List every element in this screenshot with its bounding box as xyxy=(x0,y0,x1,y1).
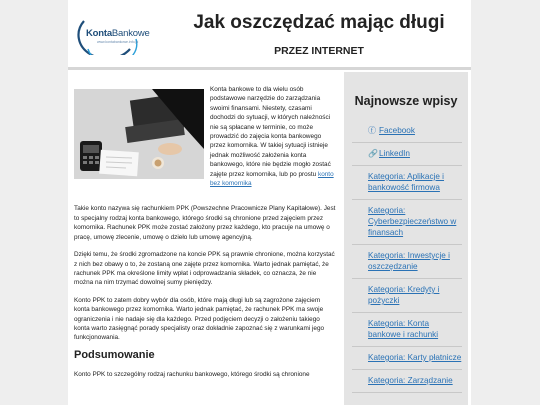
sidebar-item-category[interactable] xyxy=(352,370,462,393)
header-divider xyxy=(68,67,471,70)
sidebar-title: Najnowsze wpisy xyxy=(354,94,458,108)
sidebar-link[interactable]: Kategoria: Konta bankowe i rachunki xyxy=(368,319,439,339)
page xyxy=(68,0,471,405)
logo-text: KontaBankowe xyxy=(86,28,150,39)
site-title: Jak oszczędzać mając długi xyxy=(193,12,445,33)
sidebar-item-category[interactable] xyxy=(352,245,462,279)
sidebar-link[interactable]: Kategoria: Aplikacje i bankowość firmowa xyxy=(368,172,445,192)
paragraph-2: Dzięki temu, że środki zgromadzone na koncie PPK są prawnie chronione, można korzystać z nich bez obawy o to, że zostaną one zajęte przez komornika. Warto jednak pamiętać, że rachunek PPK ma określone limity wpłat i odprowadzania składek, co oznacza, że nie można na nim trzymać dowolnej sumy pieniędzy. xyxy=(74,251,335,287)
sidebar-link[interactable]: Kategoria: Karty płatnicze xyxy=(368,353,462,362)
hero-image xyxy=(74,89,204,179)
intro-paragraph: Konta bankowe to dla wielu osób podstawowe narzędzie do zarządzania swoimi finansami. Niestety, czasami dochodzi do sytuacji, w których należności nie są spłacane w terminie, co może prowadzić do zajęcia konta bankowego przez komornika. W takiej sytuacji istnieje jednak możliwość założenia konta bankowego, które nie będzie mogło zostać zajęte przez komornika, lub po prostu konto bez komornika xyxy=(210,86,334,188)
summary-heading: Podsumowanie xyxy=(74,348,155,361)
paragraph-4: Konto PPK to szczególny rodzaj rachunku bankowego, którego środki są chronione xyxy=(74,371,310,379)
article-content xyxy=(74,85,336,388)
paragraph-1: Takie konto nazywa się rachunkiem PPK (Powszechne Pracownicze Plany Kapitałowe). Jest to specjalny rodzaj konta bankowego, którego środki są chronione przed zajęciem przez komornika. Rachunek PPK może zostać założony przez każdego, kto pracuje na umowę o pracę, umowę zlecenie, umowę o dzieło lub umowę agencyjną. xyxy=(74,205,336,241)
logo-subtext: www.kontabankowe.info.pl xyxy=(97,40,139,44)
sidebar-item-linkedin[interactable] xyxy=(352,143,462,166)
sidebar-link[interactable]: LinkedIn xyxy=(379,149,410,158)
sidebar-link[interactable]: Kategoria: Cyberbezpieczeństwo w finansach xyxy=(368,206,457,237)
sidebar-item-category[interactable] xyxy=(352,347,462,370)
sidebar-item-category[interactable] xyxy=(352,166,462,200)
sidebar-list xyxy=(344,120,468,393)
facebook-icon: ⓕ xyxy=(368,126,376,135)
sidebar xyxy=(344,72,468,405)
sidebar-item-category[interactable] xyxy=(352,313,462,347)
site-header xyxy=(68,0,471,64)
link-icon: 🔗 xyxy=(368,149,378,158)
sidebar-item-category[interactable] xyxy=(352,279,462,313)
paragraph-3: Konto PPK to zatem dobry wybór dla osób, które mają długi lub są zagrożone zajęciem konta bankowego przez komornika. Warto jednak pamiętać, że rachunek PPK ma swoje ograniczenia i nie nadaje się dla każdego. Przed podjęciem decyzji o założeniu takiego konta warto zasięgnąć porady specjalisty oraz dokładnie zapoznać się z warunkami jego funkcjonowania. xyxy=(74,296,325,342)
konto-bez-komornika-link[interactable]: konto bez komornika xyxy=(210,170,334,188)
site-subtitle: PRZEZ INTERNET xyxy=(274,45,364,57)
sidebar-link[interactable]: Facebook xyxy=(379,126,415,135)
sidebar-link[interactable]: Kategoria: Zarządzanie xyxy=(368,376,453,385)
site-logo[interactable] xyxy=(74,9,152,55)
sidebar-item-category[interactable] xyxy=(352,200,462,245)
sidebar-item-facebook[interactable] xyxy=(352,120,462,143)
sidebar-link[interactable]: Kategoria: Kredyty i pożyczki xyxy=(368,285,440,305)
sidebar-link[interactable]: Kategoria: Inwestycje i oszczędzanie xyxy=(368,251,450,271)
